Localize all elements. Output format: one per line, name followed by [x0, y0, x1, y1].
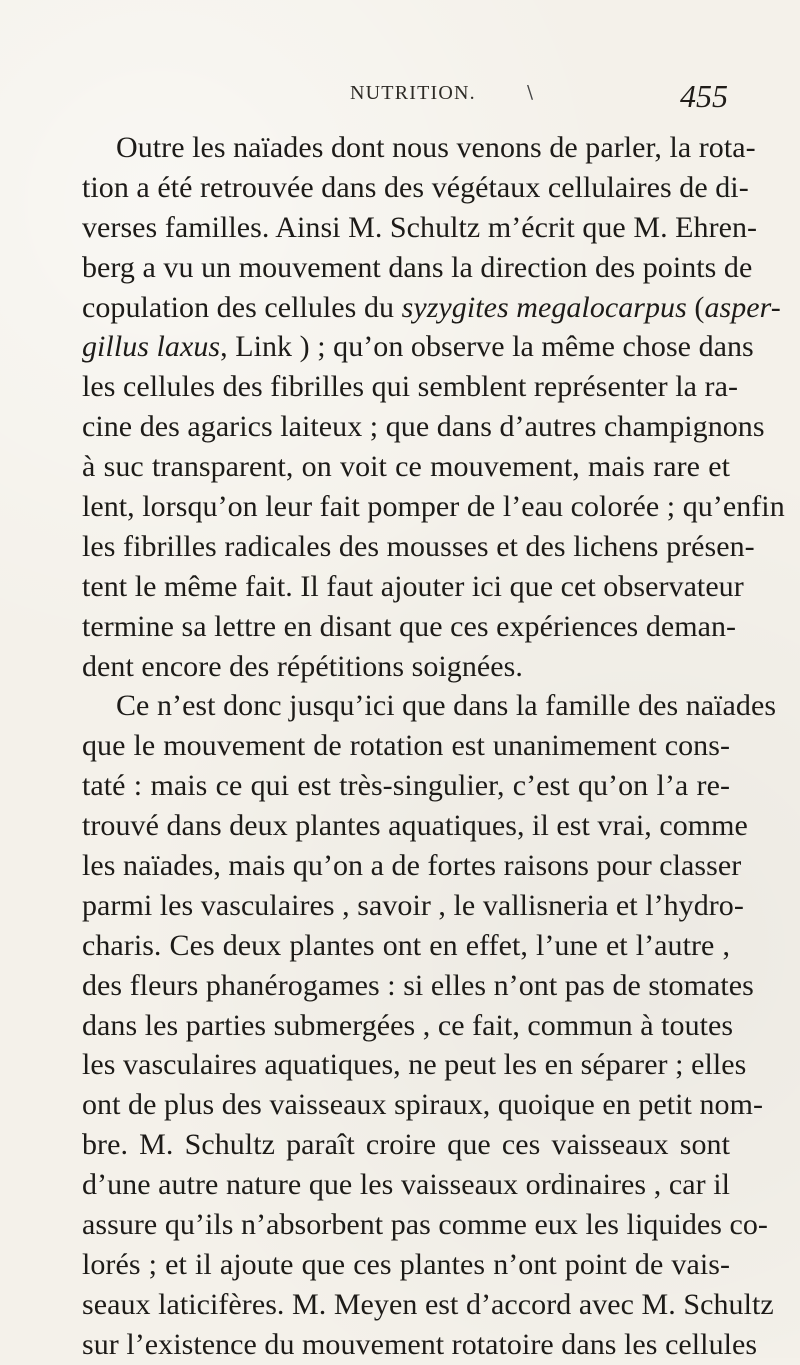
text-line: [82, 208, 758, 248]
text-line: [82, 926, 730, 966]
text-segment: seaux laticifères. M. Meyen est d’accord avec M. Schultz: [82, 1287, 774, 1321]
text-line: [82, 766, 730, 806]
page-header: [0, 78, 800, 114]
text-line: [82, 1245, 730, 1285]
text-line: [82, 168, 749, 208]
text-line: [82, 1006, 734, 1046]
page-number: 455: [680, 78, 728, 114]
text-segment: charis. Ces deux plantes ont en effet, l’une et l’autre ,: [82, 928, 730, 962]
text-segment: berg a vu un mouvement dans la direction des points de: [82, 250, 753, 284]
text-line: [82, 966, 754, 1006]
text-segment: cine des agarics laiteux ; que dans d’autres champignons: [82, 410, 765, 444]
running-head-mark: \: [527, 82, 534, 103]
text-segment: lent, lorsqu’on leur fait pomper de l’eau colorée ; qu’enfin: [82, 490, 785, 524]
text-segment: tent le même fait. Il faut ajouter ici que cet observateur: [82, 569, 744, 603]
text-line: [82, 846, 742, 886]
italic-text-segment: gillus laxus: [82, 330, 221, 364]
text-segment: taté : mais ce qui est très-singulier, c’est qu’on l’a re-: [82, 769, 730, 803]
text-segment: dent encore des répétitions soignées.: [82, 649, 523, 683]
text-segment: parmi les vasculaires , savoir , le vallisneria et l’hydro-: [82, 888, 744, 922]
text-line: [82, 1205, 768, 1245]
text-line: [82, 367, 738, 407]
text-segment: Ce n’est donc jusqu’ici que dans la famille des naïades: [116, 689, 777, 723]
text-segment: , Link ) ; qu’on observe la même chose dans: [220, 330, 754, 364]
text-segment: que le mouvement de rotation est unanimement cons-: [82, 729, 730, 763]
text-line: [82, 1165, 730, 1205]
text-segment: bre. M. Schultz paraît croire que ces vaisseaux sont: [82, 1128, 730, 1162]
text-line: [82, 1085, 764, 1125]
text-segment: à suc transparent, on voit ce mouvement, mais rare et: [82, 450, 730, 484]
text-line: [82, 686, 777, 726]
text-line: [82, 487, 785, 527]
text-line: [82, 726, 730, 766]
text-segment: des fleurs phanérogames : si elles n’ont pas de stomates: [82, 968, 754, 1002]
text-segment: (: [686, 290, 705, 324]
text-line: [82, 1125, 730, 1165]
main-text-block: [82, 128, 785, 1365]
text-segment: ont de plus des vaisseaux spiraux, quoique en petit nom-: [82, 1088, 764, 1122]
text-line: [82, 886, 744, 926]
text-segment: Outre les naïades dont nous venons de parler, la rota-: [116, 131, 756, 164]
text-line: [82, 567, 744, 607]
text-line: [82, 806, 748, 846]
text-segment: sur l’existence du mouvement rotatoire dans les cellules: [82, 1327, 758, 1361]
text-line: [82, 248, 753, 288]
text-line: [82, 447, 730, 487]
text-segment: les cellules des fibrilles qui semblent représenter la ra-: [82, 370, 738, 404]
text-segment: les fibrilles radicales des mousses et des lichens présen-: [82, 529, 755, 563]
text-line: [82, 1325, 758, 1365]
text-line: [82, 1285, 774, 1325]
text-segment: termine sa lettre en disant que ces expériences deman-: [82, 609, 737, 643]
text-line: [82, 647, 730, 687]
italic-text-segment: syzygites megalocarpus: [401, 290, 687, 324]
text-line: [82, 128, 756, 168]
text-line: [82, 327, 754, 367]
text-line: [82, 527, 755, 567]
text-segment: tion a été retrouvée dans des végétaux cellulaires de di-: [82, 170, 749, 204]
text-line: [82, 407, 765, 447]
text-segment: trouvé dans deux plantes aquatiques, il est vrai, comme: [82, 809, 748, 843]
text-segment: verses familles. Ainsi M. Schultz m’écrit que M. Ehren-: [82, 210, 758, 244]
text-segment: lorés ; et il ajoute que ces plantes n’ont point de vais-: [82, 1247, 730, 1281]
text-segment: copulation des cellules du: [82, 290, 402, 324]
text-line: [82, 1045, 747, 1085]
italic-text-segment: asper-: [704, 290, 781, 324]
text-segment: d’une autre nature que les vaisseaux ordinaires , car il: [82, 1168, 730, 1202]
text-segment: assure qu’ils n’absorbent pas comme eux les liquides co-: [82, 1208, 768, 1242]
text-segment: les vasculaires aquatiques, ne peut les en séparer ; elles: [82, 1048, 747, 1082]
text-segment: dans les parties submergées , ce fait, commun à toutes: [82, 1008, 734, 1042]
running-head: NUTRITION.: [350, 82, 476, 104]
text-line: [82, 288, 781, 328]
text-line: [82, 607, 737, 647]
text-segment: les naïades, mais qu’on a de fortes raisons pour classer: [82, 849, 742, 883]
